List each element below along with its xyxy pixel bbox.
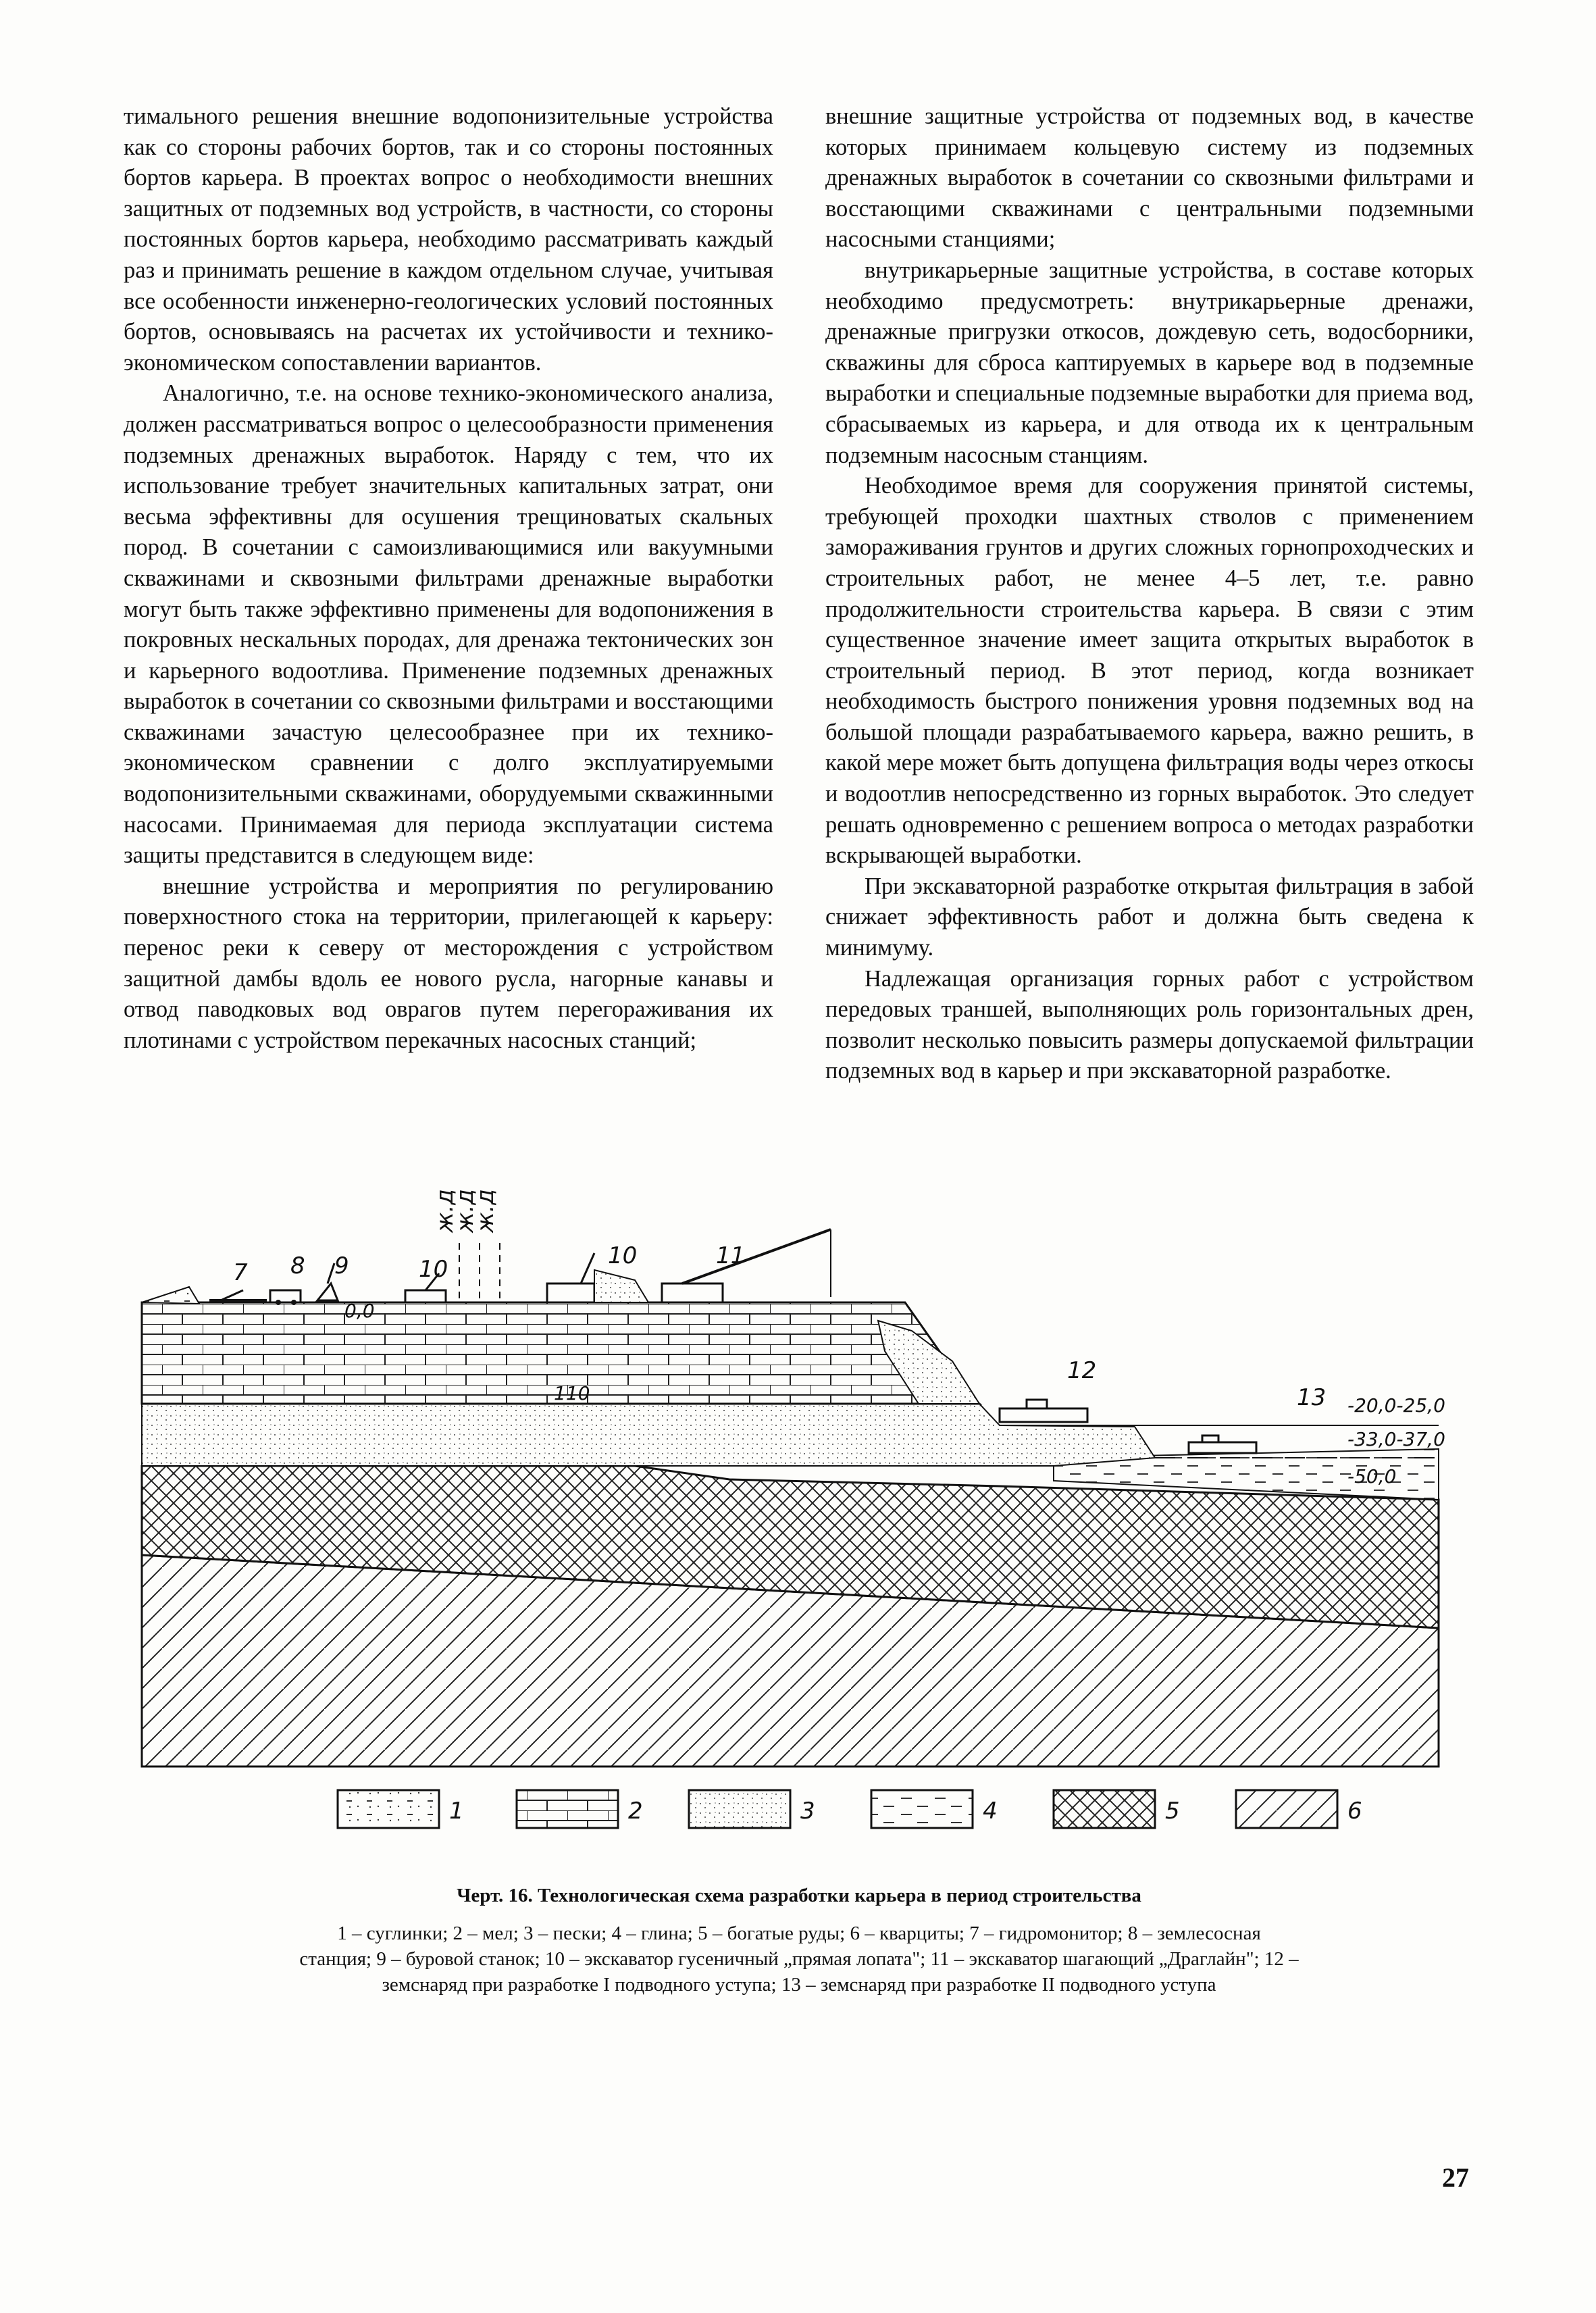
bench-elevation-label: 0,0 [344,1300,375,1322]
level-label-3: -50,0 [1347,1465,1397,1488]
loam-top-layer [142,1287,199,1304]
page-number: 27 [1442,2162,1469,2193]
equipment-label-12: 12 [1067,1357,1097,1384]
rail-label: ж.д [452,1189,479,1233]
paragraph: внутрикарьерные защитные устройства, в составе которых необходимо предусмотреть: внутрикарьерные дренажи, дренажные пригрузки откосов, дождевую сеть, водосборники, скважины для сброса каптируемых в карьере вод в подземные выработки и специальные подземные выработки для приема вод, сбрасываемых из карьера, и для отвода их к центральным подземным насосным станциям. [825,257,1474,468]
paragraph: тимального решения внешние водопонизительные устройства как со стороны рабочих бортов, так и со стороны постоянных бортов карьера. В проектах вопрос о необходимости внешних защитных от подземных вод устройств, в частности, со стороны постоянных бортов карьера, необходимо рассматривать каждый раз и принимать решение в каждом отдельном случае, учитывая все особенности инженерно-геологических условий постоянных бортов, основываясь на расчетах их устойчивости и технико-экономическом сопоставлении вариантов. [124,103,773,376]
equipment-label-10: 10 [608,1242,638,1269]
rail-label: ж.д [432,1189,459,1233]
rail-track-markers [459,1243,500,1302]
quarry-cross-section-figure [122,1189,1479,1851]
right-text-column [825,101,1474,1087]
equipment-label-7: 7 [233,1259,248,1286]
equipment-label-8: 8 [290,1252,305,1279]
paragraph: внешние защитные устройства от подземных вод, в качестве которых принимаем кольцевую систему из подземных дренажных выработок в сочетании со сквозными фильтрами и восстающими скважинами с центральными подземными насосными станциями; [825,103,1474,253]
dredge-pump-station-icon [270,1290,301,1305]
geology-layers [142,1287,1439,1766]
caption-legend-line: 1 – суглинки; 2 – мел; 3 – пески; 4 – глина; 5 – богатые руды; 6 – кварциты; 7 – гидромонитор; 8 – землесосная [337,1923,1261,1944]
legend-number: 5 [1165,1798,1180,1825]
paragraph: При экскаваторной разработке открытая фильтрация в забой снижает эффективность работ и должна быть сведена к минимуму. [825,873,1474,961]
figure-legend [338,1790,1362,1828]
dredger-2-icon [1189,1435,1256,1453]
paragraph: внешние устройства и мероприятия по регулированию поверхностного стока на территории, прилегающей к карьеру: перенос реки к северу от месторождения с устройством защитной дамбы вдоль ее нового русла, нагорные канавы и отвод паводковых вод оврагов путем перегораживания их плотинами с устройством перекачных насосных станций; [124,873,773,1053]
equipment-label-9: 9 [334,1252,349,1279]
paragraph: Необходимое время для сооружения принятой системы, требующей проходки шахтных стволов с применением замораживания грунтов и других сложных горнопроходческих и строительных работ, не менее 4–5 лет, т.е. равно продолжительности строительства карьера. В связи с этим существенное значение имеет защита открытых выработок в строительный период. В этот период, когда возникает необходимость быстрого понижения уровня подземных вод на большой площади разрабатываемого карьера, важно решить, в какой мере может быть допущена фильтрация воды через откосы и водоотлив непосредственно из горных выработок. Это следует решать одновременно с решением вопроса о методах разработки вскрывающей выработки. [825,473,1474,869]
figure-caption-legend [124,1921,1474,1998]
legend-number: 3 [800,1798,815,1825]
equipment-label-11: 11 [716,1242,746,1269]
figure-caption-title: Черт. 16. Технологическая схема разработки карьера в период строительства [457,1885,1141,1906]
hydromonitor-icon [209,1290,267,1302]
legend-number: 6 [1347,1798,1362,1825]
legend-number: 1 [449,1798,464,1825]
paragraph: Аналогично, т.е. на основе технико-экономического анализа, должен рассматриваться вопрос о целесообразности применения подземных дренажных выработок. Наряду с тем, что их использование требует значительных капитальных затрат, они весьма эффективны для осушения трещиноватых скальных пород. В сочетании с самоизливающимися или вакуумными скважинами и сквозными фильтрами дренажные выработки могут быть также эффективно применены для водопонижения в покровных нескальных породах, для дренажа тектонических зон и карьерного водоотлива. Применение подземных дренажных выработок в сочетании со сквозными фильтрами и восстающими скважинами зачастую целесообразнее при их технико-экономическом сравнении с долго эксплуатируемыми водопонизительными скважинами, оборудуемыми скважинными насосами. Принимаемая для периода эксплуатации система защиты представится в следующем виде: [124,380,773,869]
rail-label: ж.д [472,1189,499,1233]
legend-number: 2 [628,1798,643,1825]
dragline-excavator-icon [662,1229,831,1302]
equipment-label-10: 10 [419,1256,448,1283]
caption-legend-line: станция; 9 – буровой станок; 10 – экскаватор гусеничный „прямая лопата"; 11 – экскаватор шагающий „Драглайн"; 12 – [299,1948,1299,1970]
dredger-1-icon [1000,1400,1087,1422]
caption-legend-line: земснаряд при разработке I подводного уступа; 13 – земснаряд при разработке II подводного уступа [382,1974,1216,1996]
legend-number: 4 [983,1798,998,1825]
paragraph: Надлежащая организация горных работ с устройством передовых траншей, выполняющих роль горизонтальных дрен, позволит несколько повысить размеры допускаемой фильтрации подземных вод в карьер и при экскаваторной разработке. [825,965,1474,1084]
level-label-1: -20,0-25,0 [1347,1394,1445,1417]
level-label-2: -33,0-37,0 [1347,1428,1445,1450]
bench-width-label: 110 [554,1382,590,1404]
equipment-label-13: 13 [1297,1384,1327,1411]
left-text-column [124,101,773,1056]
